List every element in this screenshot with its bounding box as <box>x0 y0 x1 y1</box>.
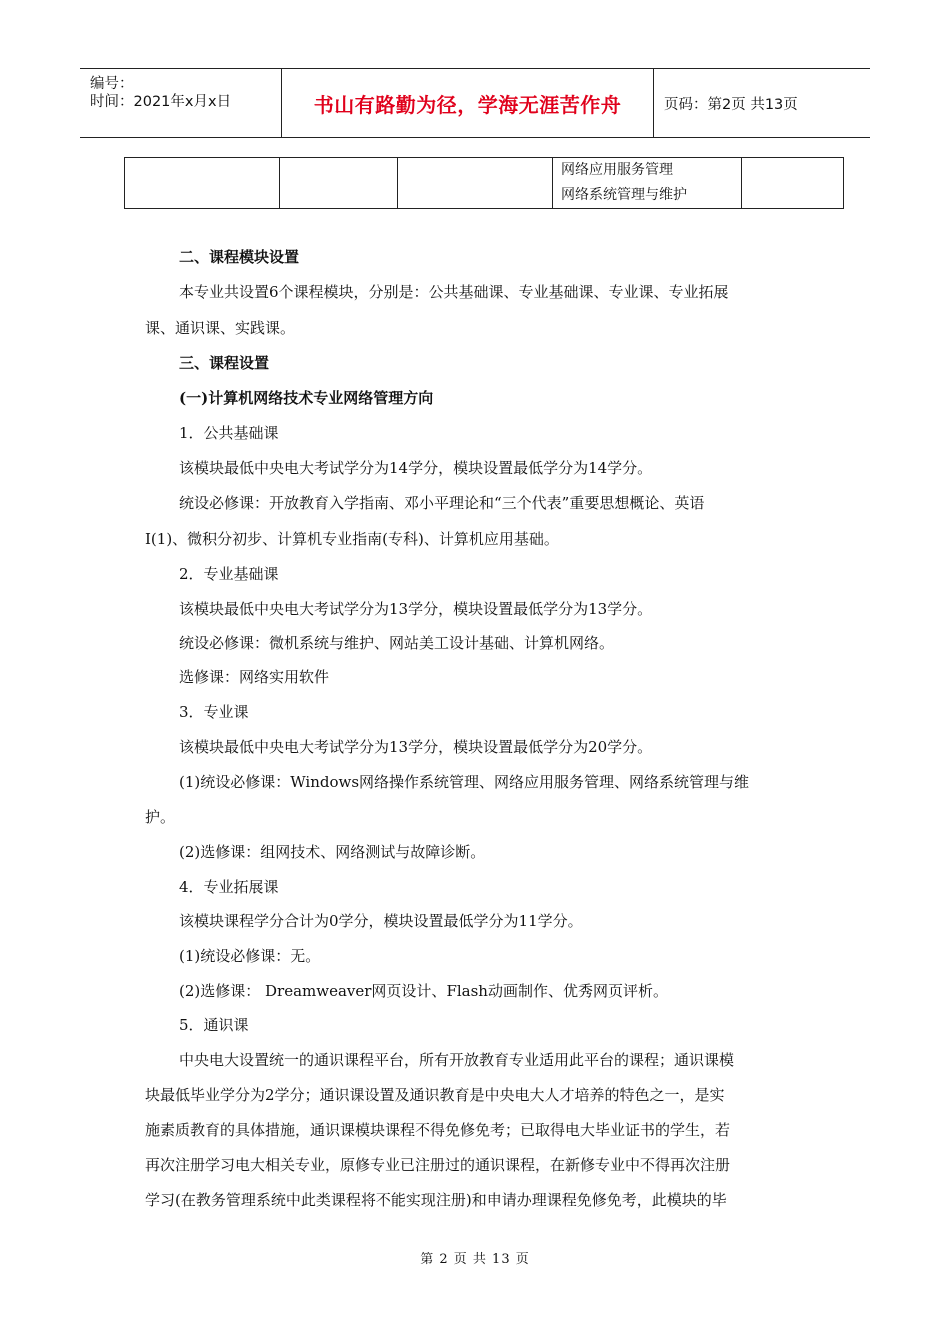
header-motto: 书山有路勤为径，学海无涯苦作舟 <box>313 92 622 117</box>
paragraph-line: (2)选修课：组网技术、网络测试与故障诊断。 <box>179 843 486 861</box>
paragraph-line: 统设必修课：开放教育入学指南、邓小平理论和“三个代表”重要思想概论、英语 <box>179 494 705 512</box>
paragraph-line: 块最低毕业学分为2学分；通识课设置及通识教育是中央电大人才培养的特色之一，是实 <box>145 1086 725 1104</box>
paragraph-line: 护。 <box>145 808 176 826</box>
paragraph-line: (1)统设必修课：无。 <box>179 947 321 965</box>
paragraph-line: Ⅰ(1)、微积分初步、计算机专业指南(专科)、计算机应用基础。 <box>145 530 559 548</box>
paragraph-line: 该模块最低中央电大考试学分为13学分，模块设置最低学分为20学分。 <box>179 738 653 756</box>
table-cell-line: 网络应用服务管理 <box>561 162 673 178</box>
header-meta <box>80 69 282 137</box>
paragraph-line: (2)选修课： Dreamweaver网页设计、Flash动画制作、优秀网页评析。 <box>179 982 668 1000</box>
paragraph-line: 该模块课程学分合计为0学分，模块设置最低学分为11学分。 <box>179 912 583 930</box>
item-heading: 1．公共基础课 <box>179 424 279 442</box>
table-cell <box>280 158 398 209</box>
paragraph-line: (1)统设必修课：Windows网络操作系统管理、网络应用服务管理、网络系统管理与维 <box>179 773 750 791</box>
page-footer: 第 2 页 共 13 页 <box>420 1252 530 1267</box>
subsection-heading: (一)计算机网络技术专业网络管理方向 <box>179 389 434 407</box>
paragraph-line: 学习(在教务管理系统中此类课程将不能实现注册)和申请办理课程免修免考，此模块的毕 <box>145 1191 727 1209</box>
paragraph-line: 课、通识课、实践课。 <box>145 319 296 337</box>
paragraph-line: 该模块最低中央电大考试学分为14学分，模块设置最低学分为14学分。 <box>179 459 653 477</box>
table-cell <box>553 158 742 209</box>
paragraph-line: 中央电大设置统一的通识课程平台，所有开放教育专业适用此平台的课程；通识课模 <box>179 1051 735 1069</box>
paragraph-line: 该模块最低中央电大考试学分为13学分，模块设置最低学分为13学分。 <box>179 600 653 618</box>
table-cell <box>398 158 553 209</box>
paragraph-line: 再次注册学习电大相关专业，原修专业已注册过的通识课程，在新修专业中不得再次注册 <box>145 1156 731 1174</box>
page-header <box>80 68 870 138</box>
item-heading: 2．专业基础课 <box>179 565 279 583</box>
paragraph-line: 统设必修课：微机系统与维护、网站美工设计基础、计算机网络。 <box>179 634 615 652</box>
table-cell <box>125 158 280 209</box>
section-heading: 二、课程模块设置 <box>179 248 300 266</box>
paragraph-line: 施素质教育的具体措施，通识课模块课程不得免修免考；已取得电大毕业证书的学生，若 <box>145 1121 731 1139</box>
header-page-cell <box>654 69 870 137</box>
table-cell <box>742 158 844 209</box>
item-heading: 3．专业课 <box>179 703 249 721</box>
header-page-info: 页码：第2页 共13页 <box>664 96 798 113</box>
item-heading: 5．通识课 <box>179 1016 249 1034</box>
course-table-fragment <box>124 157 844 209</box>
table-row <box>125 158 844 209</box>
section-heading: 三、课程设置 <box>179 354 270 372</box>
paragraph-line: 本专业共设置6个课程模块，分别是：公共基础课、专业基础课、专业课、专业拓展 <box>179 283 729 301</box>
doc-number-label: 编号： <box>90 76 134 92</box>
table-cell-line: 网络系统管理与维护 <box>561 187 687 203</box>
doc-date: 时间：2021年x月x日 <box>90 94 232 110</box>
item-heading: 4．专业拓展课 <box>179 878 279 896</box>
paragraph-line: 选修课：网络实用软件 <box>179 668 330 686</box>
header-motto-cell <box>282 69 654 137</box>
